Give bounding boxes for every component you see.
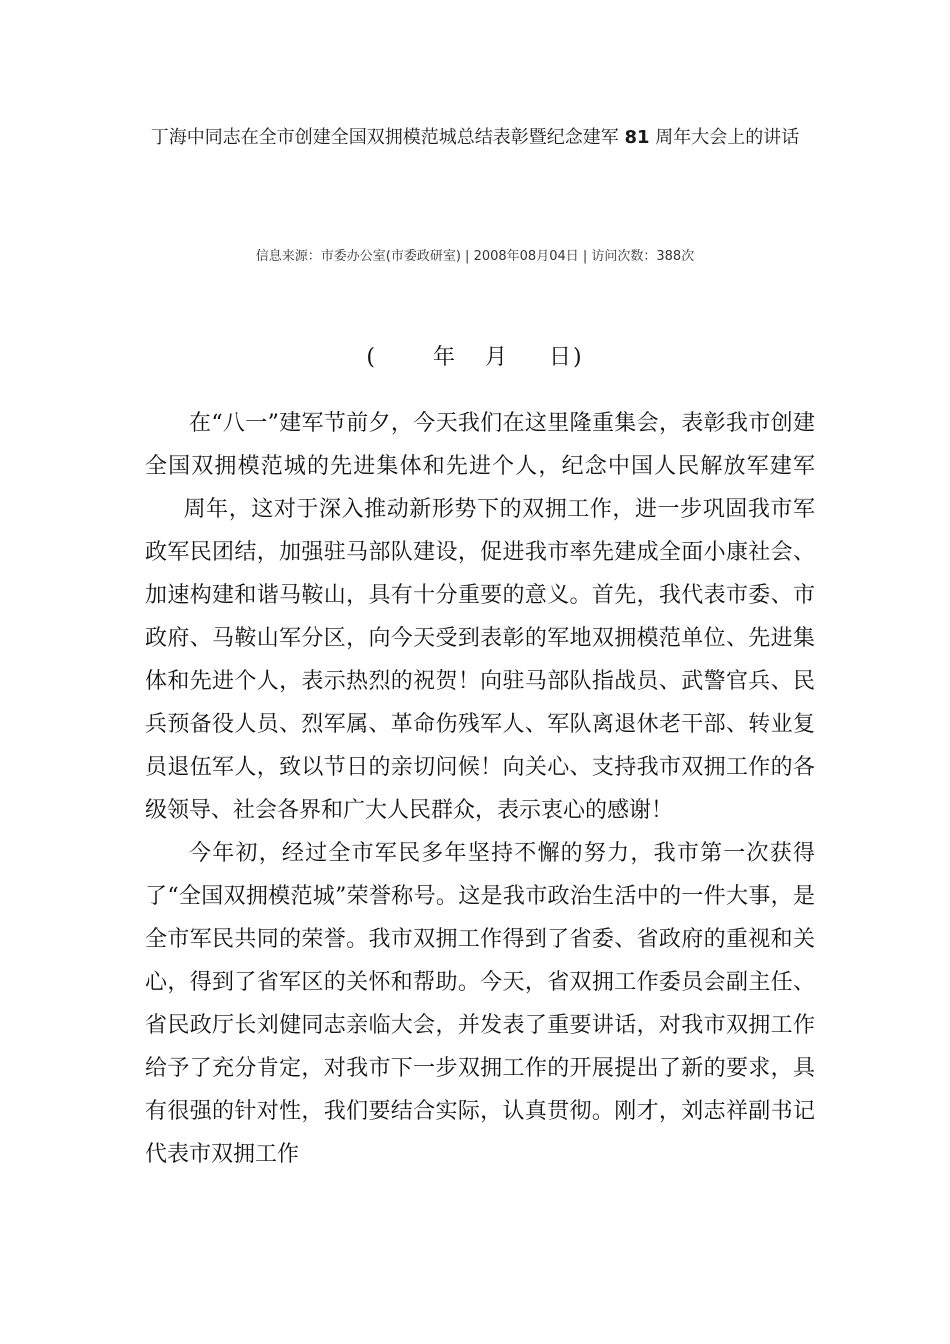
article-body xyxy=(145,402,815,1176)
title-text-part1: 丁海中同志在全市创建全国双拥模范城总结表彰暨纪念建军 xyxy=(150,127,619,148)
title-text-part2: 周年大会上的讲话 xyxy=(655,127,800,148)
date-line xyxy=(120,340,830,371)
date-month: 月 xyxy=(485,345,510,370)
date-open-paren: ( xyxy=(366,345,377,370)
paragraph-2: 今年初，经过全市军民多年坚持不懈的努力，我市第一次获得了“全国双拥模范城”荣誉称号。这是我市政治生活中的一件大事，是全市军民共同的荣誉。我市双拥工作得到了省委、省政府的重视和关心，得到了省军区的关怀和帮助。今天，省双拥工作委员会副主任、省民政厅长刘健同志亲临大会，并发表了重要讲话，对我市双拥工作给予了充分肯定，对我市下一步双拥工作的开展提出了新的要求，具有很强的针对性，我们要结合实际，认真贯彻。刚才，刘志祥副书记代表市双拥工作 xyxy=(145,841,815,1167)
date-year: 年 xyxy=(432,345,457,370)
paragraph-1-part-b: 周年，这对于深入推动新形势下的双拥工作，进一步巩固我市军政军民团结，加强驻马部队建设，促进我市率先建成全面小康社会、加速构建和谐马鞍山，具有十分重要的意义。首先，我代表市委、市政府、马鞍山军分区，向今天受到表彰的军地双拥模范单位、先进集体和先进个人，表示热烈的祝贺！向驻马部队指战员、武警官兵、民兵预备役人员、烈军属、革命伤残军人、军队离退休老干部、转业复员退伍军人，致以节日的亲切问候！向关心、支持我市双拥工作的各级领导、社会各界和广大人民群众，表示衷心的感谢！ xyxy=(145,497,815,823)
title-number: 81 xyxy=(624,127,650,148)
paragraph-1-part-a: 在“八一”建军节前夕，今天我们在这里隆重集会，表彰我市创建全国双拥模范城的先进集体和先进个人，纪念中国人民解放军建军 xyxy=(145,411,815,479)
paragraph-1 xyxy=(145,402,815,832)
document-meta: 信息来源：市委办公室(市委政研室) | 2008年08月04日 | 访问次数：388次 xyxy=(255,249,695,264)
document-title xyxy=(120,120,830,155)
date-day: 日) xyxy=(549,345,584,370)
